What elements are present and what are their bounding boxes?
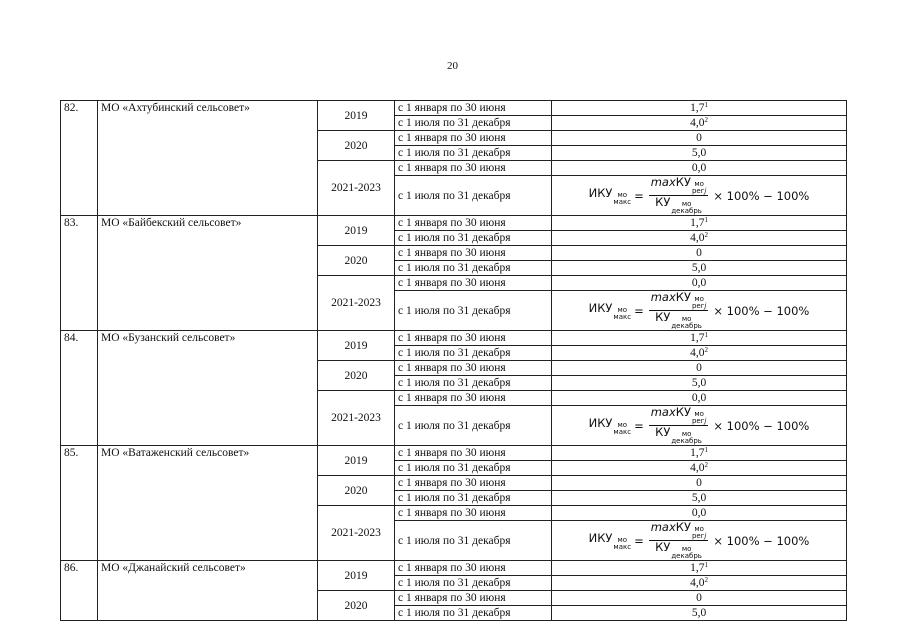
value-text: 5,0 xyxy=(691,147,707,159)
value-text: 0,0 xyxy=(691,392,707,404)
formula-tail: × 100% − 100% xyxy=(713,533,810,548)
formula-tail: × 100% − 100% xyxy=(713,418,810,433)
max-index-formula xyxy=(589,406,810,445)
max-index-formula xyxy=(589,291,810,330)
period-cell: с 1 января по 30 июня xyxy=(395,561,552,576)
value-text: 5,0 xyxy=(691,262,707,274)
year-cell: 2019 xyxy=(318,101,395,131)
year-cell: 2020 xyxy=(318,361,395,391)
period-cell: с 1 января по 30 июня xyxy=(395,101,552,116)
period-cell: с 1 января по 30 июня xyxy=(395,506,552,521)
formula-lhs: ИКУ мо макс xyxy=(588,530,632,551)
value-cell xyxy=(552,576,847,591)
formula-lhs: ИКУ мо макс xyxy=(588,185,632,206)
value-cell xyxy=(552,591,847,606)
footnote-mark: 2 xyxy=(704,576,708,584)
municipality-name: МО «Джанайский сельсовет» xyxy=(98,561,318,621)
formula-lhs: ИКУ мо макс xyxy=(588,300,632,321)
year-cell: 2019 xyxy=(318,446,395,476)
value-cell xyxy=(552,561,847,576)
year-cell: 2021-2023 xyxy=(318,391,395,446)
value-cell xyxy=(552,276,847,291)
period-cell: с 1 июля по 31 декабря xyxy=(395,291,552,331)
formula-equals: = xyxy=(634,188,644,203)
value-cell xyxy=(552,461,847,476)
table-row xyxy=(61,101,847,116)
value-cell xyxy=(552,491,847,506)
formula-equals: = xyxy=(634,418,644,433)
period-cell: с 1 июля по 31 декабря xyxy=(395,346,552,361)
period-cell: с 1 июля по 31 декабря xyxy=(395,461,552,476)
value-cell xyxy=(552,176,847,216)
value-cell xyxy=(552,261,847,276)
value-cell xyxy=(552,101,847,116)
period-cell: с 1 июля по 31 декабря xyxy=(395,521,552,561)
value-text: 0 xyxy=(696,132,702,144)
year-cell: 2019 xyxy=(318,331,395,361)
formula-fraction: maxКУ мо регj КУ мо декабрь xyxy=(650,290,707,330)
value-text: 5,0 xyxy=(691,377,707,389)
municipality-name: МО «Ватаженский сельсовет» xyxy=(98,446,318,561)
formula-fraction: maxКУ мо регj КУ мо декабрь xyxy=(650,520,707,560)
period-cell: с 1 июля по 31 декабря xyxy=(395,491,552,506)
value-cell xyxy=(552,346,847,361)
value-cell xyxy=(552,146,847,161)
footnote-mark: 1 xyxy=(704,446,708,454)
period-cell: с 1 июля по 31 декабря xyxy=(395,116,552,131)
value-text: 0,0 xyxy=(691,277,707,289)
value-text: 1,7 xyxy=(690,562,705,574)
value-text: 4,0 xyxy=(690,577,705,589)
value-text: 4,0 xyxy=(690,232,705,244)
period-cell: с 1 января по 30 июня xyxy=(395,391,552,406)
period-cell: с 1 января по 30 июня xyxy=(395,276,552,291)
value-text: 5,0 xyxy=(691,607,707,619)
row-number: 82. xyxy=(61,101,98,216)
footnote-mark: 2 xyxy=(704,116,708,124)
value-cell xyxy=(552,216,847,231)
period-cell: с 1 января по 30 июня xyxy=(395,216,552,231)
period-cell: с 1 июля по 31 декабря xyxy=(395,406,552,446)
period-cell: с 1 июля по 31 декабря xyxy=(395,376,552,391)
formula-equals: = xyxy=(634,533,644,548)
period-cell: с 1 января по 30 июня xyxy=(395,361,552,376)
value-cell xyxy=(552,606,847,621)
tariff-table xyxy=(60,100,847,621)
value-text: 0,0 xyxy=(691,162,707,174)
value-cell xyxy=(552,446,847,461)
value-text: 1,7 xyxy=(690,447,705,459)
municipality-name: МО «Ахтубинский сельсовет» xyxy=(98,101,318,216)
table-row xyxy=(61,216,847,231)
max-index-formula xyxy=(589,176,810,215)
value-cell xyxy=(552,391,847,406)
value-text: 0 xyxy=(696,592,702,604)
value-cell xyxy=(552,246,847,261)
row-number: 86. xyxy=(61,561,98,621)
period-cell: с 1 июля по 31 декабря xyxy=(395,606,552,621)
value-text: 1,7 xyxy=(690,102,705,114)
footnote-mark: 2 xyxy=(704,346,708,354)
table-row xyxy=(61,331,847,346)
table-row xyxy=(61,561,847,576)
value-cell xyxy=(552,476,847,491)
footnote-mark: 1 xyxy=(704,331,708,339)
value-text: 1,7 xyxy=(690,332,705,344)
value-text: 0 xyxy=(696,362,702,374)
row-number: 83. xyxy=(61,216,98,331)
formula-equals: = xyxy=(634,303,644,318)
value-cell xyxy=(552,116,847,131)
value-cell xyxy=(552,291,847,331)
value-cell xyxy=(552,231,847,246)
formula-tail: × 100% − 100% xyxy=(713,303,810,318)
table-row xyxy=(61,446,847,461)
max-index-formula xyxy=(589,521,810,560)
formula-fraction: maxКУ мо регj КУ мо декабрь xyxy=(650,175,707,215)
value-cell xyxy=(552,331,847,346)
year-cell: 2020 xyxy=(318,131,395,161)
value-text: 0 xyxy=(696,247,702,259)
year-cell: 2021-2023 xyxy=(318,276,395,331)
tariff-table-body xyxy=(61,101,847,621)
value-text: 0 xyxy=(696,477,702,489)
year-cell: 2020 xyxy=(318,476,395,506)
year-cell: 2020 xyxy=(318,246,395,276)
period-cell: с 1 июля по 31 декабря xyxy=(395,576,552,591)
year-cell: 2019 xyxy=(318,216,395,246)
value-text: 4,0 xyxy=(690,117,705,129)
footnote-mark: 2 xyxy=(704,461,708,469)
row-number: 85. xyxy=(61,446,98,561)
period-cell: с 1 января по 30 июня xyxy=(395,476,552,491)
footnote-mark: 1 xyxy=(704,216,708,224)
formula-lhs: ИКУ мо макс xyxy=(588,415,632,436)
value-text: 4,0 xyxy=(690,462,705,474)
period-cell: с 1 июля по 31 декабря xyxy=(395,146,552,161)
year-cell: 2021-2023 xyxy=(318,506,395,561)
municipality-name: МО «Бузанский сельсовет» xyxy=(98,331,318,446)
value-cell xyxy=(552,131,847,146)
period-cell: с 1 января по 30 июня xyxy=(395,331,552,346)
value-text: 1,7 xyxy=(690,217,705,229)
year-cell: 2021-2023 xyxy=(318,161,395,216)
period-cell: с 1 января по 30 июня xyxy=(395,591,552,606)
year-cell: 2019 xyxy=(318,561,395,591)
formula-tail: × 100% − 100% xyxy=(713,188,810,203)
period-cell: с 1 января по 30 июня xyxy=(395,131,552,146)
formula-fraction: maxКУ мо регj КУ мо декабрь xyxy=(650,405,707,445)
footnote-mark: 1 xyxy=(704,561,708,569)
value-cell xyxy=(552,406,847,446)
row-number: 84. xyxy=(61,331,98,446)
period-cell: с 1 января по 30 июня xyxy=(395,446,552,461)
value-cell xyxy=(552,376,847,391)
value-cell xyxy=(552,361,847,376)
year-cell: 2020 xyxy=(318,591,395,621)
municipality-name: МО «Байбекский сельсовет» xyxy=(98,216,318,331)
period-cell: с 1 января по 30 июня xyxy=(395,161,552,176)
page-number: 20 xyxy=(447,60,458,72)
value-text: 5,0 xyxy=(691,492,707,504)
value-text: 0,0 xyxy=(691,507,707,519)
period-cell: с 1 января по 30 июня xyxy=(395,246,552,261)
period-cell: с 1 июля по 31 декабря xyxy=(395,261,552,276)
period-cell: с 1 июля по 31 декабря xyxy=(395,176,552,216)
footnote-mark: 1 xyxy=(704,101,708,109)
value-cell xyxy=(552,521,847,561)
value-text: 4,0 xyxy=(690,347,705,359)
footnote-mark: 2 xyxy=(704,231,708,239)
period-cell: с 1 июля по 31 декабря xyxy=(395,231,552,246)
value-cell xyxy=(552,161,847,176)
value-cell xyxy=(552,506,847,521)
